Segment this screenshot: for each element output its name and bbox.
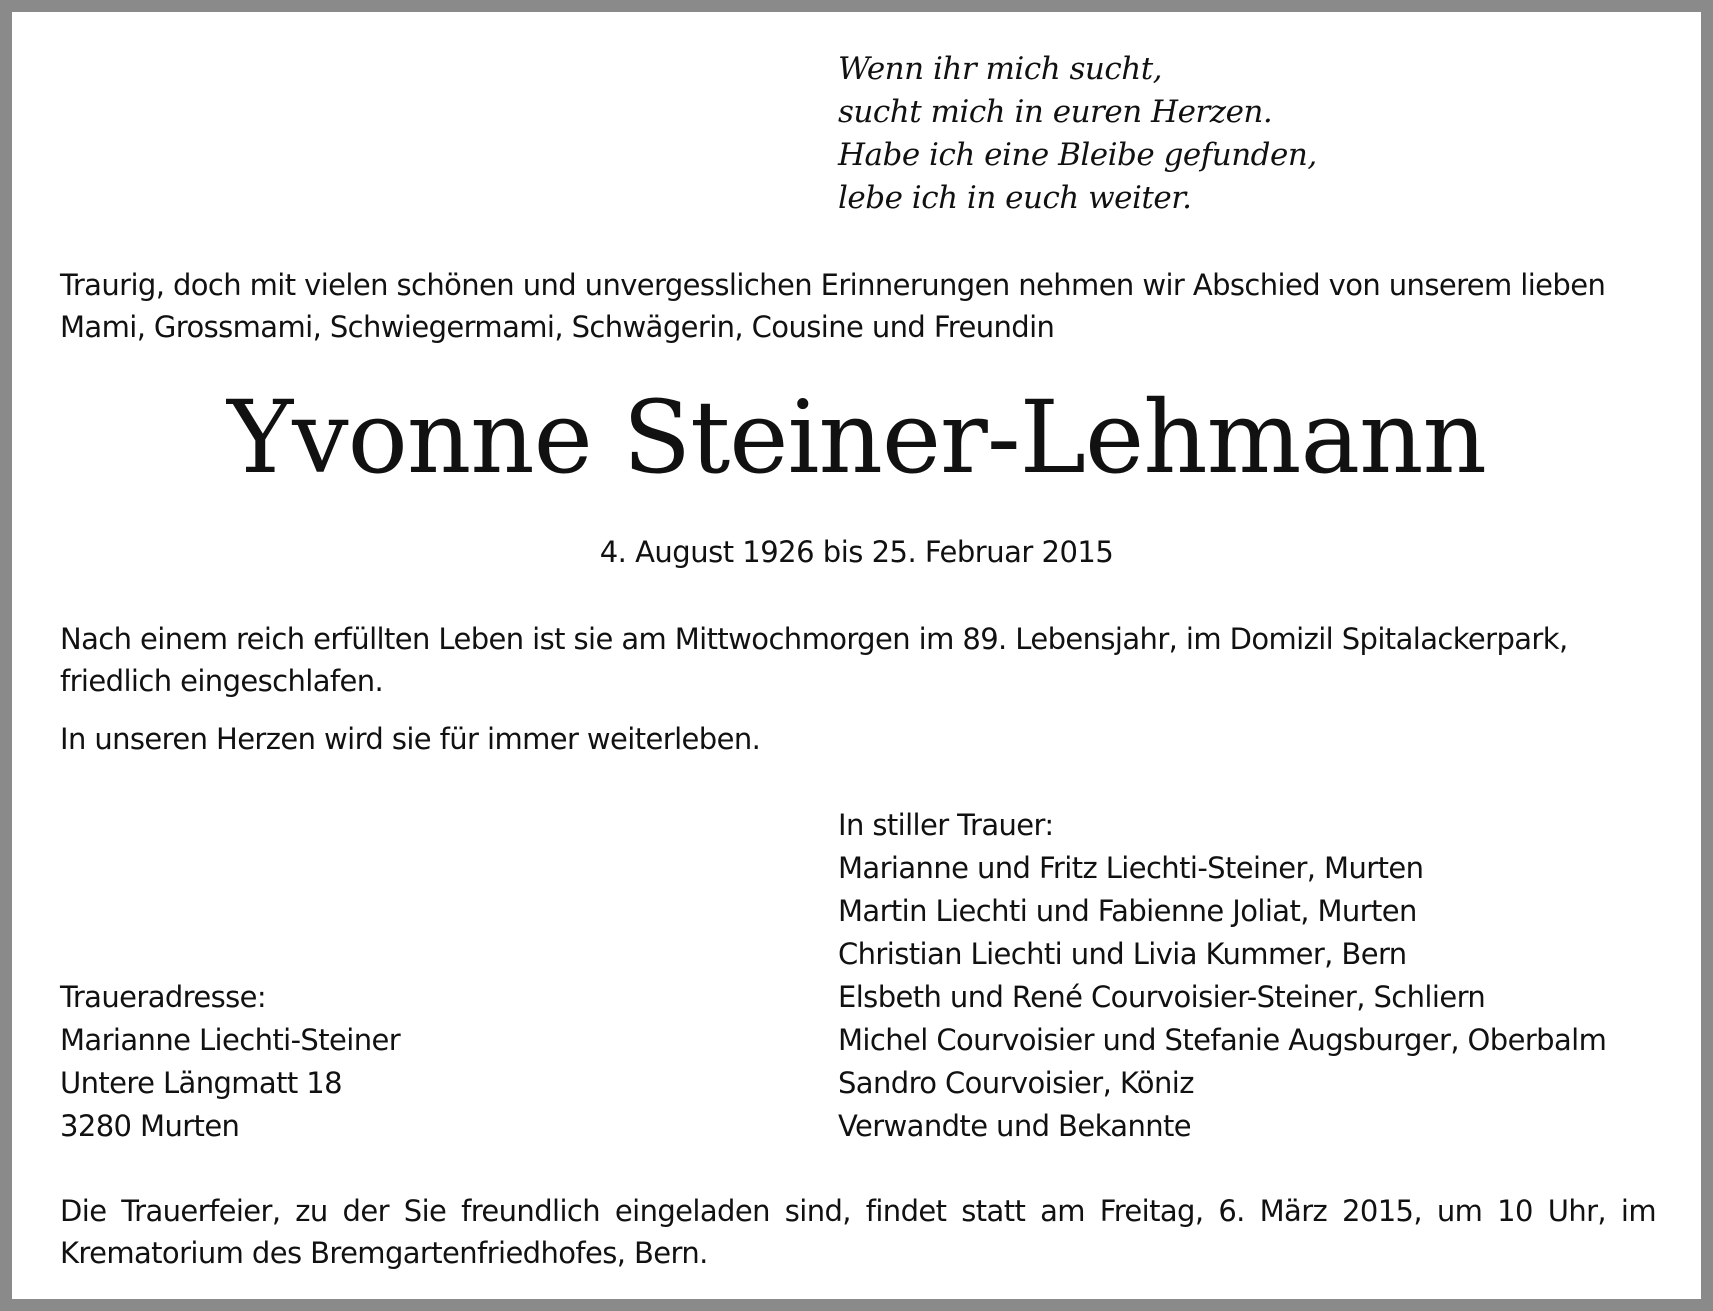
funeral-notice: Die Trauerfeier, zu der Sie freundlich eingeladen sind, findet statt am Freitag, 6. März 2015, um 10 Uhr, im Krematorium des Bremgartenfriedhofes, Bern. [60,1194,1656,1270]
mourner-entry: Elsbeth und René Courvoisier-Steiner, Schliern [838,980,1486,1014]
deceased-name: Yvonne Steiner-Lehmann [227,379,1486,496]
life-dates: 4. August 1926 bis 25. Februar 2015 [599,535,1114,569]
mourners-list [838,804,1606,1148]
mourner-entry: Sandro Courvoisier, Köniz [838,1066,1194,1100]
mourner-entry: Christian Liechti und Livia Kummer, Bern [838,937,1407,971]
poem-line: Wenn ihr mich sucht, [838,51,1163,87]
address-line: 3280 Murten [60,1109,240,1143]
address-line: Untere Längmatt 18 [60,1066,342,1100]
mourners-heading: In stiller Trauer: [838,808,1054,842]
address-heading: Traueradresse: [60,980,267,1014]
poem [838,48,1317,220]
mourner-entry: Michel Courvoisier und Stefanie Augsburger, Oberbalm [838,1023,1607,1057]
mourner-entry: Martin Liechti und Fabienne Joliat, Murten [838,894,1417,928]
intro-text: Traurig, doch mit vielen schönen und unvergesslichen Erinnerungen nehmen wir Abschied von unserem lieben Mami, Grossmami, Schwiegermami, Schwägerin, Cousine und Freundin [60,268,1606,344]
poem-line: sucht mich in euren Herzen. [838,94,1273,130]
body-paragraph-1: Nach einem reich erfüllten Leben ist sie am Mittwochmorgen im 89. Lebensjahr, im Domizil Spitalackerpark, friedlich eingeschlafen. [60,622,1568,698]
poem-line: Habe ich eine Bleibe gefunden, [838,137,1317,173]
mourning-address [60,976,400,1148]
mourner-entry: Verwandte und Bekannte [838,1109,1192,1143]
mourner-entry: Marianne und Fritz Liechti-Steiner, Murten [838,851,1424,885]
obituary-card [12,12,1701,1299]
poem-line: lebe ich in euch weiter. [838,180,1192,216]
address-line: Marianne Liechti-Steiner [60,1023,401,1057]
body-paragraph-2: In unseren Herzen wird sie für immer weiterleben. [60,722,761,756]
